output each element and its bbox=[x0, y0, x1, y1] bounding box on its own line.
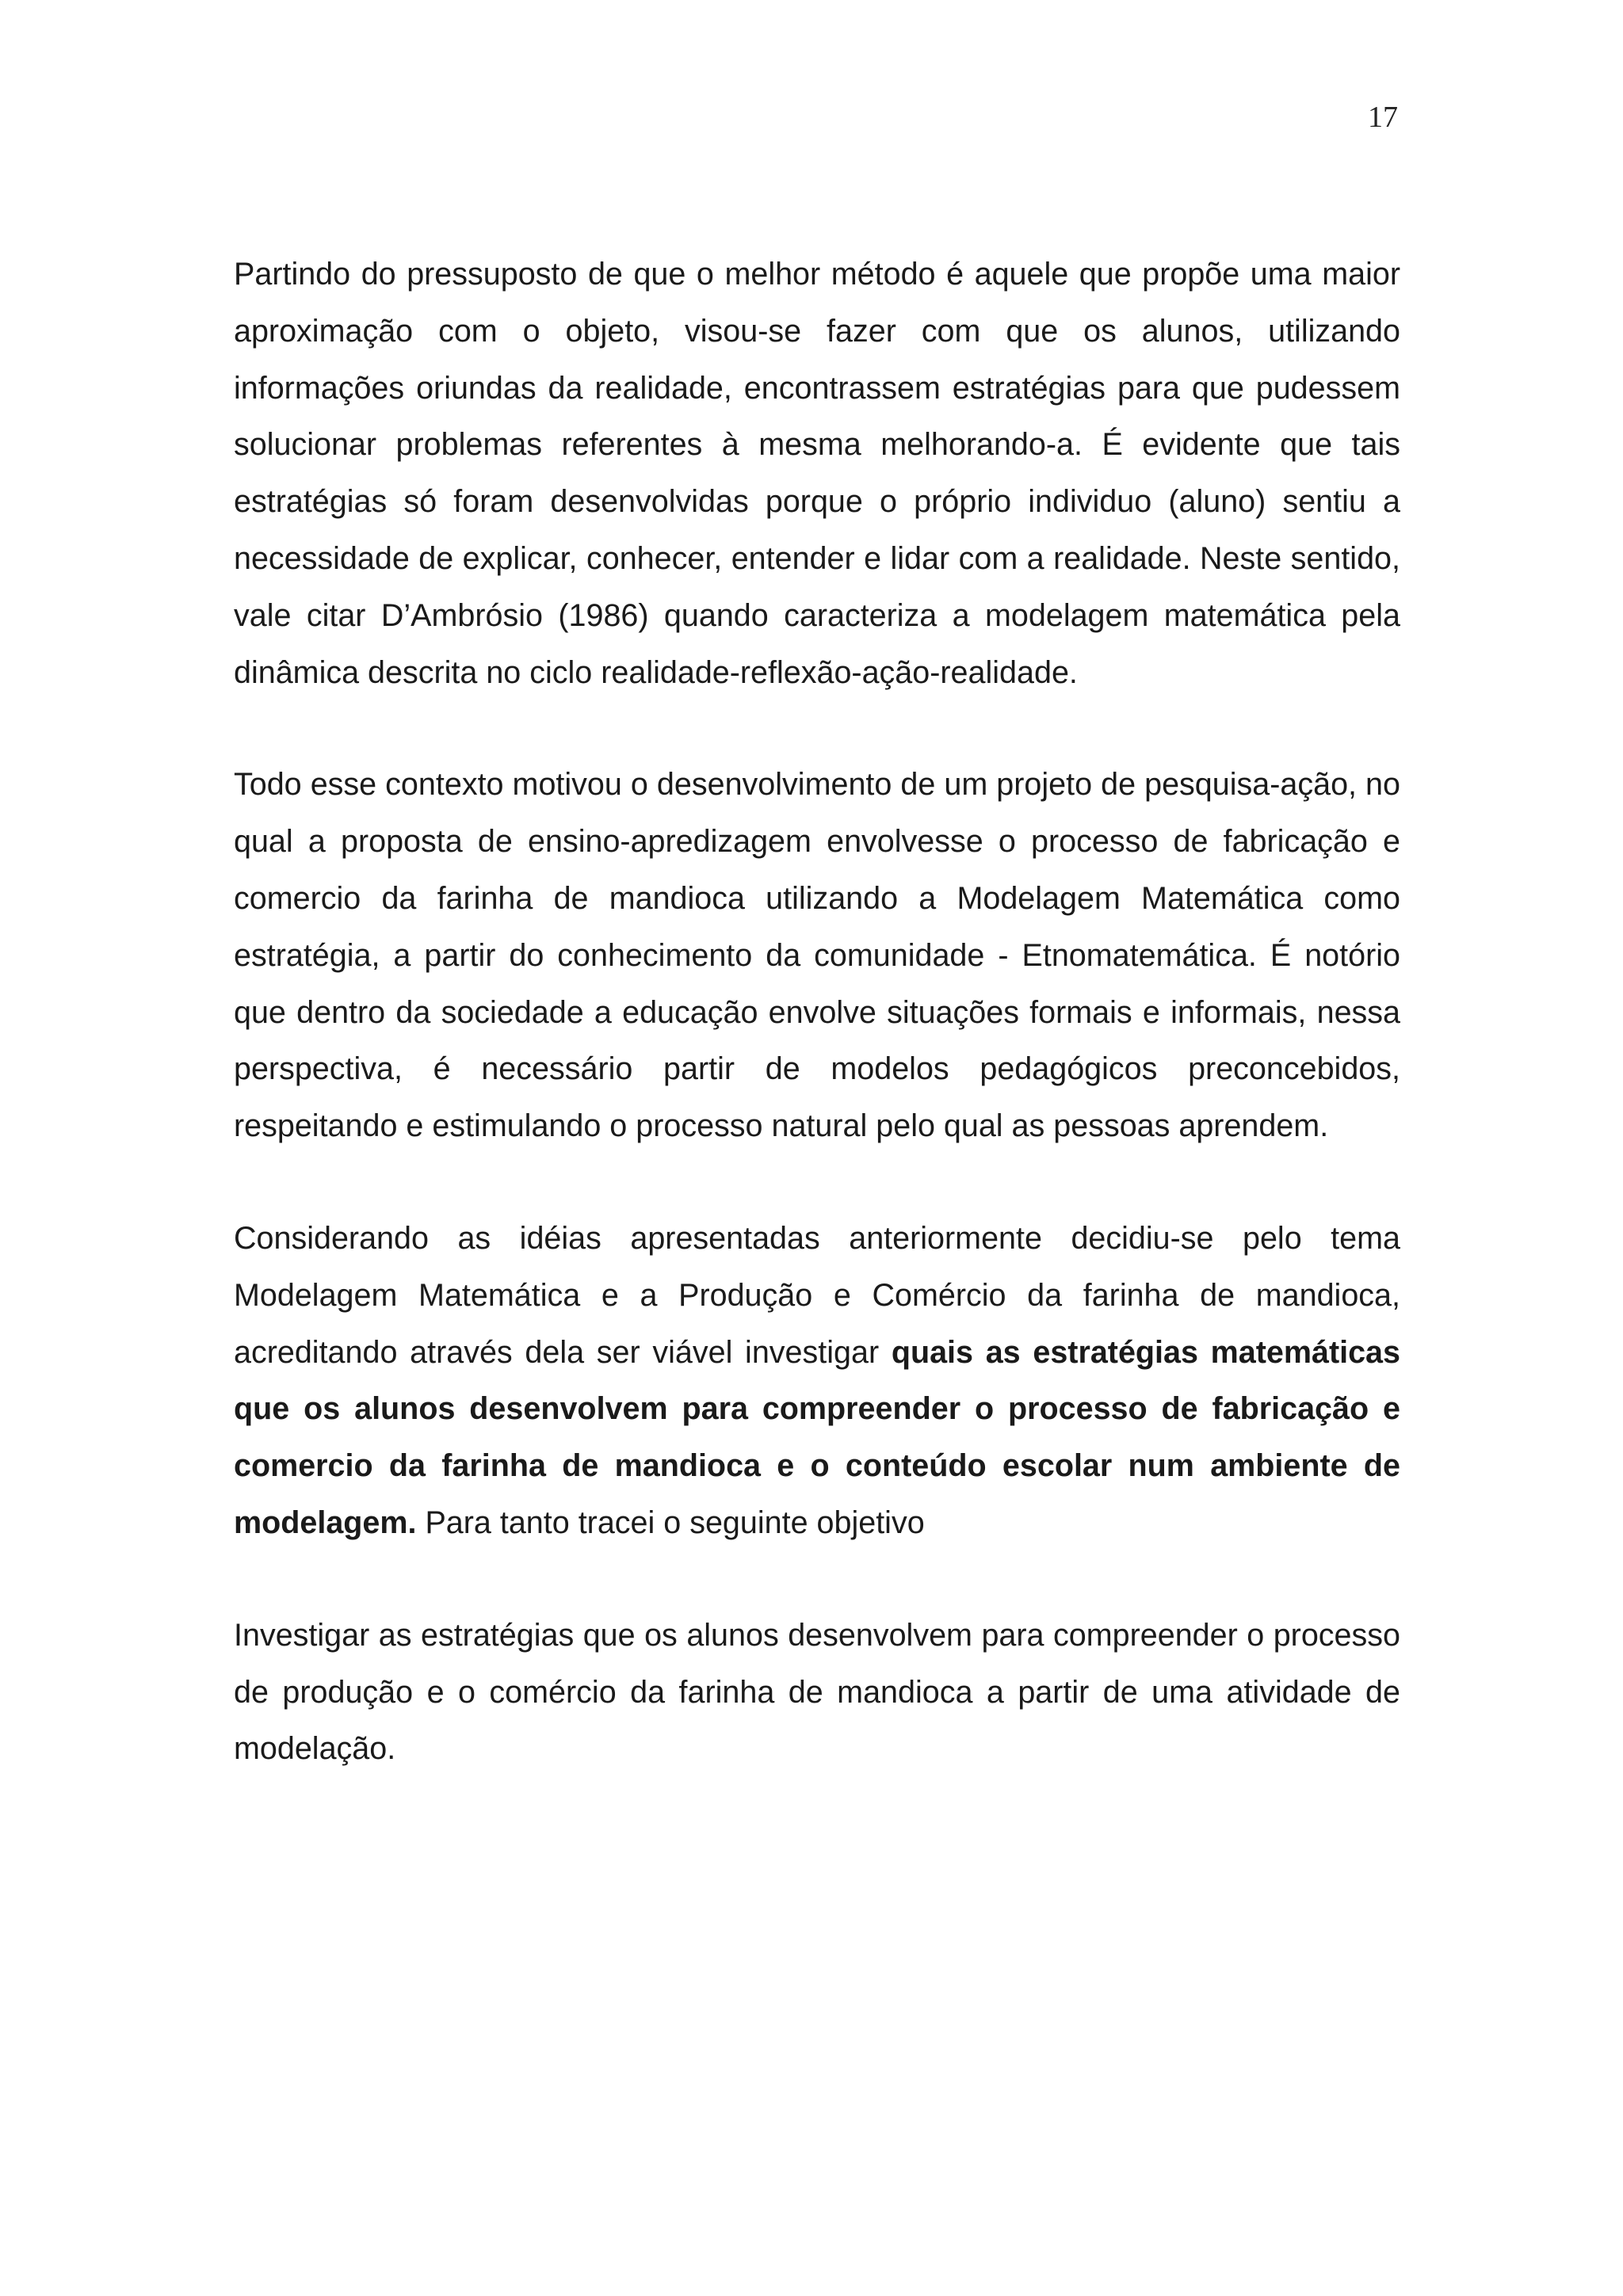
paragraph-3-text-start: Considerando as idéias apresentadas anteriormente decidiu-se pelo tema Modelagem Matemática e a Produção e Comércio da farinha de mandioca, acreditando através dela ser viável investigar bbox=[234, 1220, 1400, 1370]
paragraph-3 bbox=[234, 1211, 1400, 1552]
paragraph-4-objective: Investigar as estratégias que os alunos desenvolvem para compreender o processo de produção e o comércio da farinha de mandioca a partir de uma atividade de modelação. bbox=[234, 1617, 1400, 1767]
paragraph-3-text-end: Para tanto tracei o seguinte objetivo bbox=[416, 1505, 925, 1540]
paragraph-1: Partindo do pressuposto de que o melhor método é aquele que propõe uma maior aproximação com o objeto, visou-se fazer com que os alunos, utilizando informações oriundas da realidade, encontrassem estratégias para que pudessem solucionar problemas referentes à mesma melhorando-a. É evidente que tais estratégias só foram desenvolvidas porque o próprio individuo (aluno) sentiu a necessidade de explicar, conhecer, entender e lidar com a realidade. Neste sentido, vale citar D’Ambrósio (1986) quando caracteriza a modelagem matemática pela dinâmica descrita no ciclo realidade-reflexão-ação-realidade. bbox=[234, 257, 1400, 690]
page-number: 17 bbox=[1368, 101, 1398, 134]
paragraph-2: Todo esse contexto motivou o desenvolvimento de um projeto de pesquisa-ação, no qual a proposta de ensino-apredizagem envolvesse o processo de fabricação e comercio da farinha de mandioca utilizando a Modelagem Matemática como estratégia, a partir do conhecimento da comunidade - Etnomatemática. É notório que dentro da sociedade a educação envolve situações formais e informais, nessa perspectiva, é necessário partir de modelos pedagógicos preconcebidos, respeitando e estimulando o processo natural pelo qual as pessoas aprendem. bbox=[234, 767, 1400, 1144]
research-question: quais as estratégias matemáticas que os alunos desenvolvem para compreender o processo de fabricação e comercio da farinha de mandioca e o conteúdo escolar num ambiente de modelagem. bbox=[234, 1334, 1400, 1540]
body-text bbox=[234, 246, 1400, 1833]
